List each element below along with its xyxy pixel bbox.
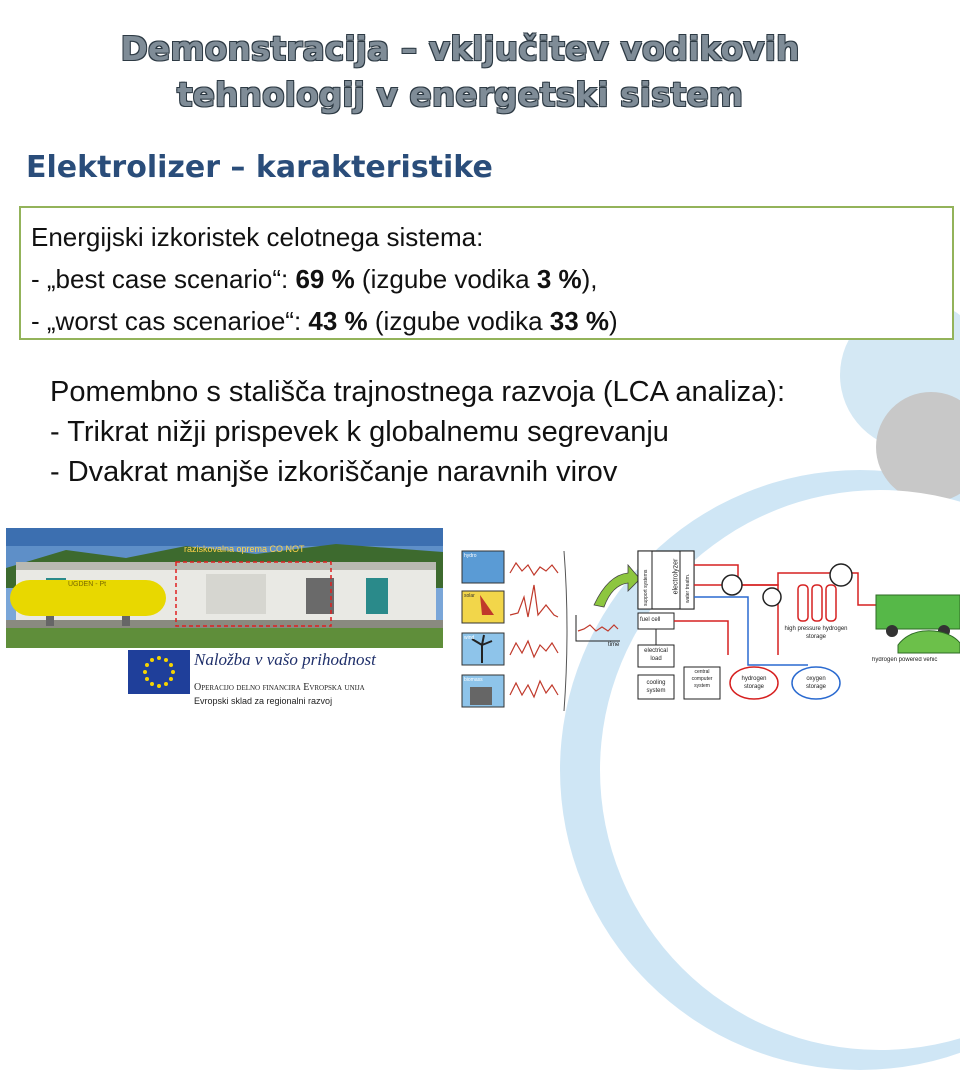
diagram-label-water: water treatm. [685, 573, 691, 603]
title-line-2: tehnologij v energetski sistem [176, 75, 744, 114]
worst-case-value: 43 % [308, 306, 368, 336]
logo-line-2: Operacijo delno financira Evropska unija [194, 682, 365, 693]
efficiency-heading: Energijski izkoristek celotnega sistema: [31, 222, 484, 252]
eu-funding-logo [128, 648, 428, 716]
diagram-label-oxygen-storage: oxygen storage [805, 676, 826, 690]
diagram-label-biomass: biomass [464, 677, 483, 683]
diagram-label-high-pressure: high pressure hydrogen storage [784, 626, 848, 640]
diagram-label-electrolyzer: electrolyzer [672, 558, 680, 595]
diagram-label-solar: solar [464, 593, 475, 599]
system-diagram [458, 545, 960, 720]
diagram-label-fuel-cell: fuel cell [640, 617, 661, 623]
best-case-value: 69 % [295, 264, 355, 294]
lca-item: - Dvakrat manjše izkoriščanje naravnih virov [50, 456, 618, 488]
diagram-label-central: central computer system [691, 669, 713, 689]
worst-case-suffix: ) [609, 306, 618, 336]
diagram-label-electrical-load: electrical load [644, 648, 668, 662]
best-case-loss-label: (izgube vodika [354, 264, 537, 294]
lca-section [50, 372, 785, 492]
worst-case-label: - „worst cas scenarioe“: [31, 306, 309, 336]
best-case-label: - „best case scenario“: [31, 264, 296, 294]
worst-case-loss-label: (izgube vodika [367, 306, 550, 336]
logo-line-3: Evropski sklad za regionalni razvoj [194, 696, 333, 706]
diagram-label-cooling: cooling system [646, 680, 666, 694]
eu-flag-icon [128, 650, 190, 694]
lca-item: - Trikrat nižji prispevek k globalnemu segrevanju [50, 416, 669, 448]
best-case-suffix: ), [581, 264, 598, 294]
slide-title [60, 26, 860, 118]
photo-tank-text: UGDEN - Pt [68, 581, 107, 588]
logo-slogan: Naložba v vašo prihodnost [194, 650, 376, 669]
system-diagram-graphic [458, 545, 960, 720]
lca-heading: Pomembno s stališča trajnostnega razvoja (LCA analiza): [50, 376, 786, 408]
worst-case-line [31, 300, 942, 342]
photo-label: raziskovalna oprema CO NOT [184, 544, 305, 554]
worst-case-loss-value: 33 % [549, 306, 610, 336]
best-case-loss-value: 3 % [536, 264, 582, 294]
diagram-label-hydro: hydro [464, 553, 477, 559]
site-photo [6, 528, 443, 648]
section-subtitle: Elektrolizer – karakteristike [26, 150, 493, 185]
best-case-line [31, 258, 942, 300]
diagram-label-time: time [608, 642, 620, 648]
diagram-label-vehicles: hydrogen powered vehic [872, 657, 938, 663]
title-line-1: Demonstracija – vključitev vodikovih [120, 29, 800, 68]
diagram-label-wind: wind [464, 635, 475, 641]
diagram-label-hydrogen-storage: hydrogen storage [741, 676, 767, 690]
diagram-label-support: support systems [643, 569, 649, 606]
efficiency-box [19, 206, 954, 340]
